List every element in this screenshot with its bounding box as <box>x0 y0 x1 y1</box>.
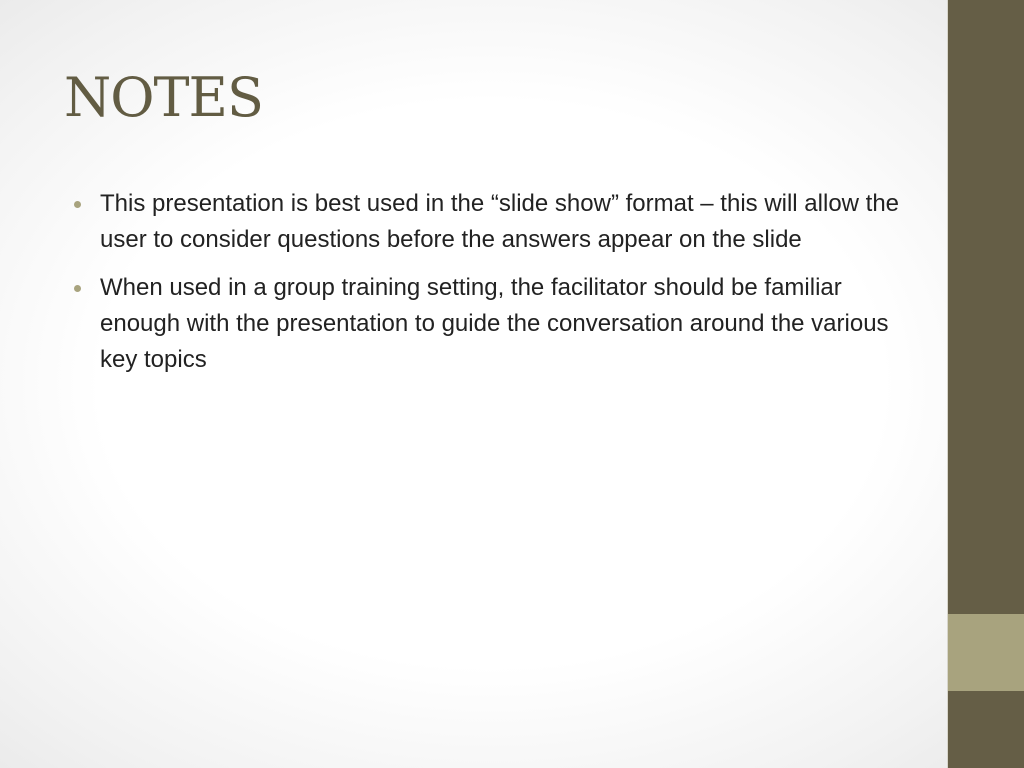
side-bar-accent <box>948 614 1024 691</box>
slide-title: NOTES <box>64 66 263 129</box>
bullet-text: This presentation is best used in the “slide show” format – this will allow the user to consider questions before the answers appear on the slide <box>100 190 900 253</box>
bullet-list <box>74 186 904 390</box>
bullet-item <box>74 270 904 378</box>
bullet-text: When used in a group training setting, the facilitator should be familiar enough with the presentation to guide the conversation around the various key topics <box>100 274 889 373</box>
bullet-dot-icon <box>74 285 81 292</box>
bullet-dot-icon <box>74 201 81 208</box>
bullet-item <box>74 186 904 258</box>
